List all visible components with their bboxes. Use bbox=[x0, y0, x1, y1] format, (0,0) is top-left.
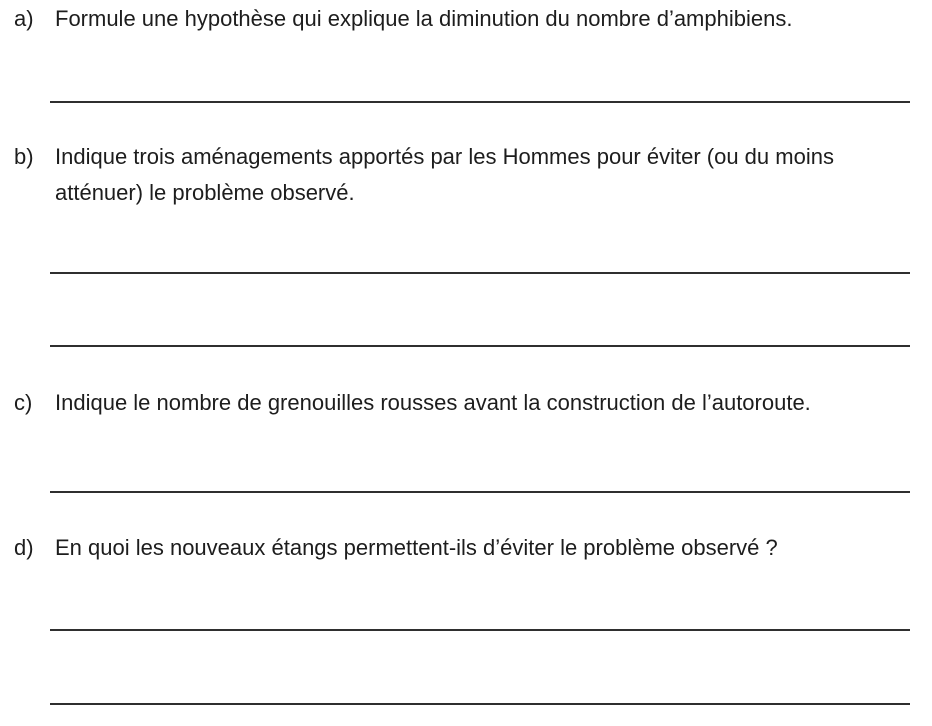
question-c-label: c) bbox=[14, 390, 33, 415]
question-d-label: d) bbox=[14, 535, 34, 560]
question-b-text-line2: atténuer) le problème observé. bbox=[55, 180, 355, 205]
answer-line-b-1 bbox=[50, 272, 910, 274]
answer-line-c-1 bbox=[50, 491, 910, 493]
question-b-label: b) bbox=[14, 144, 34, 169]
answer-line-a-1 bbox=[50, 101, 910, 103]
answer-line-b-2 bbox=[50, 345, 910, 347]
question-c-text: Indique le nombre de grenouilles rousses avant la construction de l’autoroute. bbox=[55, 390, 811, 415]
answer-line-d-2 bbox=[50, 703, 910, 705]
question-a bbox=[0, 4, 932, 34]
question-a-label: a) bbox=[14, 6, 34, 31]
question-d-text: En quoi les nouveaux étangs permettent-ils d’éviter le problème observé ? bbox=[55, 535, 778, 560]
question-d bbox=[0, 533, 932, 563]
question-c bbox=[0, 388, 932, 418]
question-b-continuation bbox=[0, 178, 932, 208]
question-a-text: Formule une hypothèse qui explique la diminution du nombre d’amphibiens. bbox=[55, 6, 793, 31]
question-b bbox=[0, 142, 932, 172]
question-b-text-line1: Indique trois aménagements apportés par les Hommes pour éviter (ou du moins bbox=[55, 144, 834, 169]
answer-line-d-1 bbox=[50, 629, 910, 631]
